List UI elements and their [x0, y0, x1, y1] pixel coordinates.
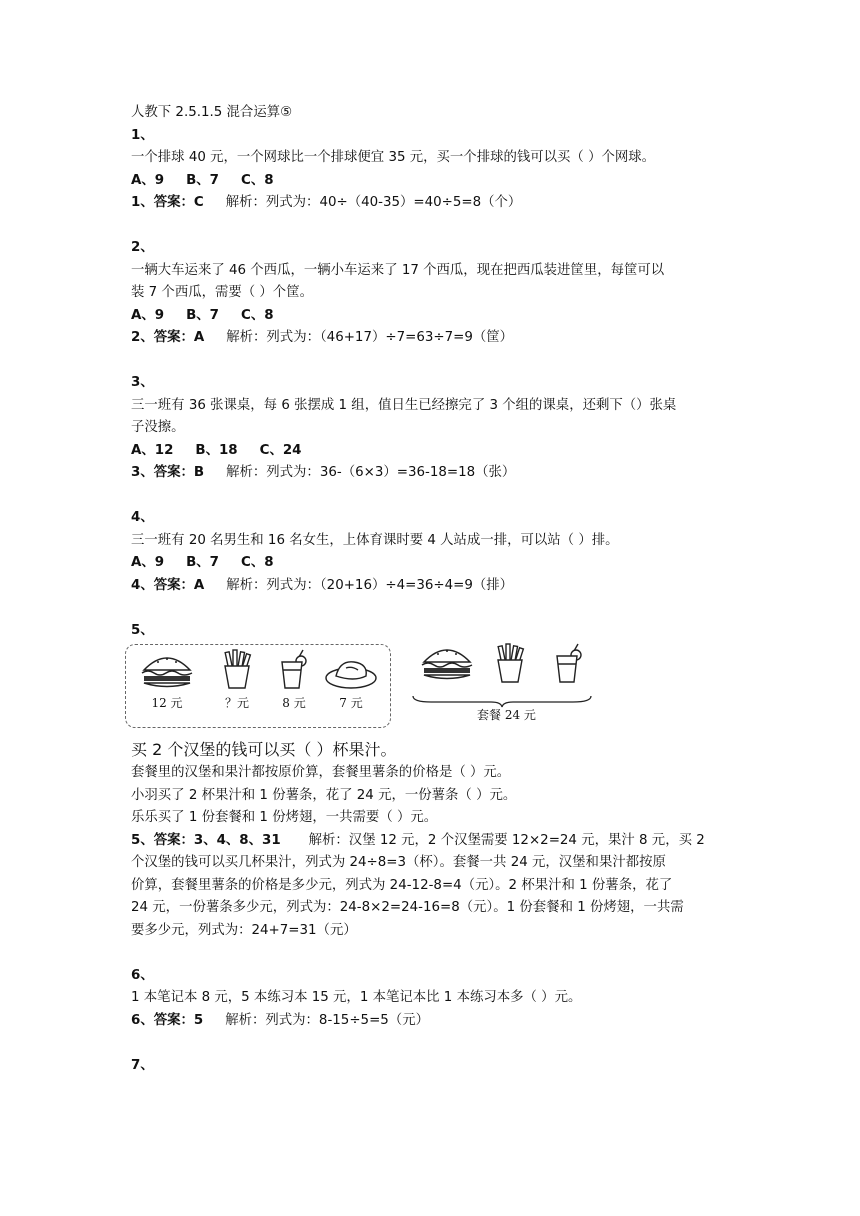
- q1-option-b: B、7: [186, 172, 219, 188]
- q5-number: 5、: [131, 622, 154, 638]
- q1-answer-line: [131, 192, 737, 215]
- document-page: [131, 102, 737, 1077]
- q2-answer: 2、答案：A: [131, 330, 205, 345]
- q4-option-c: C、8: [241, 555, 274, 570]
- price-fries: ？元: [224, 696, 249, 710]
- set-item-hamburger: [415, 644, 479, 682]
- q2-option-b: B、7: [186, 307, 219, 323]
- q5-answer: 5、答案：3、4、8、31: [131, 832, 281, 848]
- q3-text-line1: 三一班有 36 张课桌，每 6 张摆成 1 组，值日生已经擦完了 3 个组的课桌，还剩下（）张桌: [131, 397, 677, 413]
- price-hamburger: 12 元: [151, 696, 183, 710]
- q3-option-a: A、12: [131, 442, 174, 458]
- q4-text: 三一班有 20 名男生和 16 名女生，上体育课时要 4 人站成一排，可以站（ ）排。: [131, 532, 619, 548]
- q2-number: 2、: [131, 240, 154, 255]
- menu-item-chicken-wings: [321, 654, 381, 711]
- q6-text: 1 本笔记本 8 元，5 本练习本 15 元，1 本笔记本比 1 本练习本多（ ）元。: [131, 990, 582, 1005]
- q5-analysis-1: 解析：汉堡 12 元，2 个汉堡需要 12×2=24 元，果汁 8 元，买 2: [308, 832, 705, 848]
- q3-text-line2: 子没擦。: [131, 420, 185, 435]
- q6-number: 6、: [131, 967, 154, 983]
- q3-analysis: 解析：列式为：36-（6×3）=36-18=18（张）: [226, 465, 516, 480]
- q2-option-c: C、8: [241, 307, 274, 323]
- menu-item-hamburger: [135, 652, 199, 711]
- q3-answer-line: [131, 462, 737, 485]
- q4-number: 4、: [131, 510, 154, 525]
- q3-number: 3、: [131, 375, 154, 390]
- q5-answer-line: [131, 830, 737, 853]
- document-header: 人教下 2.5.1.5 混合运算⑤: [131, 105, 293, 120]
- q2-analysis: 解析：列式为：（46+17）÷7=63÷7=9（筐）: [226, 330, 514, 345]
- q4-answer: 4、答案：A: [131, 577, 205, 593]
- fries-icon: [490, 642, 530, 684]
- q5-line4: 乐乐买了 1 份套餐和 1 份烤翅，一共需要（ ）元。: [131, 810, 438, 825]
- q5-analysis-4: 24 元，一份薯条多少元，列式为：24-8×2=24-16=8（元）。1 份套餐和 1 份烤翅，一共需: [131, 900, 684, 915]
- q4-option-a: A、9: [131, 555, 165, 570]
- q3-option-b: B、18: [195, 442, 238, 458]
- q4-answer-line: [131, 575, 737, 598]
- chicken-wings-icon: [324, 654, 378, 690]
- menu-item-juice: [269, 648, 319, 711]
- juice-cup-icon: [552, 642, 586, 684]
- set-item-juice: [549, 642, 589, 684]
- q5-line3: 小羽买了 2 杯果汁和 1 份薯条，花了 24 元，一份薯条（ ）元。: [131, 787, 517, 803]
- hamburger-icon: [418, 644, 476, 682]
- set-item-fries: [485, 642, 535, 684]
- q7-number: 7、: [131, 1057, 154, 1073]
- price-juice: 8 元: [282, 696, 306, 710]
- set-price-label: 套餐 24 元: [477, 708, 536, 722]
- q3-option-c: C、24: [259, 442, 302, 458]
- hamburger-icon: [138, 652, 196, 690]
- q5-line1: 买 2 个汉堡的钱可以买（ ）杯果汁。: [131, 740, 397, 759]
- q1-options: [131, 170, 737, 193]
- q5-line2: 套餐里的汉堡和果汁都按原价算，套餐里薯条的价格是（ ）元。: [131, 765, 511, 780]
- q2-answer-line: [131, 327, 737, 350]
- q6-analysis: 解析：列式为：8-15÷5=5（元）: [225, 1012, 429, 1028]
- q5-analysis-2: 个汉堡的钱可以买几杯果汁，列式为 24÷8=3（杯）。套餐一共 24 元，汉堡和果汁都按原: [131, 855, 666, 870]
- q2-option-a: A、9: [131, 307, 165, 323]
- q6-answer: 6、答案：5: [131, 1012, 204, 1028]
- q2-options: [131, 305, 737, 328]
- fries-icon: [217, 648, 257, 690]
- q4-options: [131, 552, 737, 575]
- q3-options: [131, 440, 737, 463]
- q2-text-line2: 装 7 个西瓜，需要（ ）个筐。: [131, 285, 313, 300]
- q1-analysis: 解析：列式为：40÷（40-35）=40÷5=8（个）: [225, 195, 522, 210]
- q1-number: 1、: [131, 127, 154, 143]
- q1-option-a: A、9: [131, 172, 165, 188]
- q1-text: 一个排球 40 元，一个网球比一个排球便宜 35 元，买一个排球的钱可以买（ ）个网球。: [131, 150, 656, 165]
- q1-option-c: C、8: [241, 172, 274, 188]
- menu-figure: [125, 644, 737, 736]
- q5-analysis-3: 价算，套餐里薯条的价格是多少元，列式为 24-12-8=4（元）。2 杯果汁和 1 份薯条，花了: [131, 877, 673, 893]
- q3-answer: 3、答案：B: [131, 465, 205, 480]
- q4-analysis: 解析：列式为：（20+16）÷4=36÷4=9（排）: [226, 577, 514, 593]
- q6-answer-line: [131, 1010, 737, 1033]
- q4-option-b: B、7: [186, 555, 219, 570]
- menu-item-fries: [207, 648, 267, 711]
- price-chicken-wings: 7 元: [339, 696, 363, 710]
- juice-cup-icon: [277, 648, 311, 690]
- q5-analysis-5: 要多少元，列式为：24+7=31（元）: [131, 922, 357, 938]
- q1-answer: 1、答案：C: [131, 195, 204, 210]
- q2-text-line1: 一辆大车运来了 46 个西瓜，一辆小车运来了 17 个西瓜，现在把西瓜装进筐里，每筐可以: [131, 262, 665, 278]
